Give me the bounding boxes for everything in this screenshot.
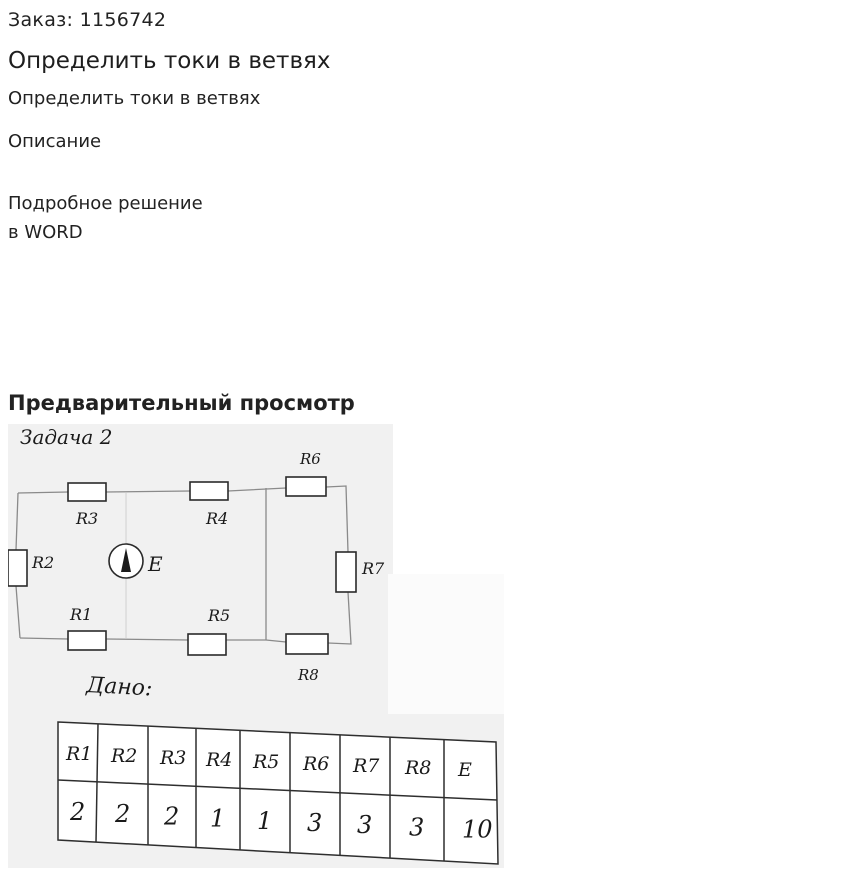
values-table-grid — [58, 722, 498, 864]
table-value-cell: 10 — [462, 815, 493, 844]
circuit-diagram — [8, 424, 504, 868]
page-subtitle: Определить токи в ветвях — [8, 88, 261, 109]
given-label: Дано: — [85, 673, 154, 702]
preview-image — [8, 424, 504, 868]
table-header-cell: R3 — [160, 747, 187, 769]
label-r2: R2 — [32, 553, 55, 572]
label-r3: R3 — [76, 509, 99, 528]
description-heading: Описание — [8, 131, 102, 152]
resistor-r4 — [190, 482, 228, 500]
table-value-cell: 3 — [307, 809, 323, 837]
label-r7: R7 — [362, 559, 385, 578]
resistor-r7 — [336, 552, 356, 592]
paper-cutout-top — [393, 424, 504, 574]
table-value-cell: 1 — [210, 804, 226, 833]
table-header-cell: R2 — [111, 745, 138, 767]
label-e: E — [148, 552, 163, 576]
table-header-cell: R7 — [353, 755, 380, 777]
label-r1: R1 — [70, 605, 93, 624]
table-value-cell: 2 — [70, 798, 86, 826]
table-value-cell: 1 — [257, 806, 273, 835]
resistor-r3 — [68, 483, 106, 501]
resistor-r1 — [68, 631, 106, 650]
table-header-cell: E — [458, 759, 472, 781]
label-r8: R8 — [298, 666, 319, 684]
label-r5: R5 — [208, 606, 231, 625]
table-header-cell: R8 — [405, 757, 432, 779]
resistor-r8 — [286, 634, 328, 654]
table-value-cell: 2 — [164, 802, 180, 831]
order-number: Заказ: 1156742 — [8, 9, 167, 31]
resistor-r5 — [188, 634, 226, 655]
table-value-cell: 2 — [115, 800, 131, 829]
resistor-r2 — [8, 550, 27, 586]
label-r6: R6 — [300, 450, 321, 468]
table-value-cell: 3 — [409, 813, 425, 842]
table-header-cell: R6 — [303, 753, 330, 775]
page-title: Определить токи в ветвях — [8, 48, 331, 74]
preview-heading: Предварительный просмотр — [8, 391, 355, 415]
resistor-r6 — [286, 477, 326, 496]
table-header-cell: R1 — [66, 743, 93, 765]
paper-cutout-mid — [388, 574, 504, 714]
description-line-2: в WORD — [8, 222, 83, 243]
table-value-cell: 3 — [357, 811, 373, 840]
task-title: Задача 2 — [20, 425, 113, 449]
label-r4: R4 — [206, 509, 229, 528]
table-header-cell: R4 — [206, 749, 233, 771]
description-line-1: Подробное решение — [8, 193, 203, 214]
table-header-cell: R5 — [253, 751, 280, 773]
